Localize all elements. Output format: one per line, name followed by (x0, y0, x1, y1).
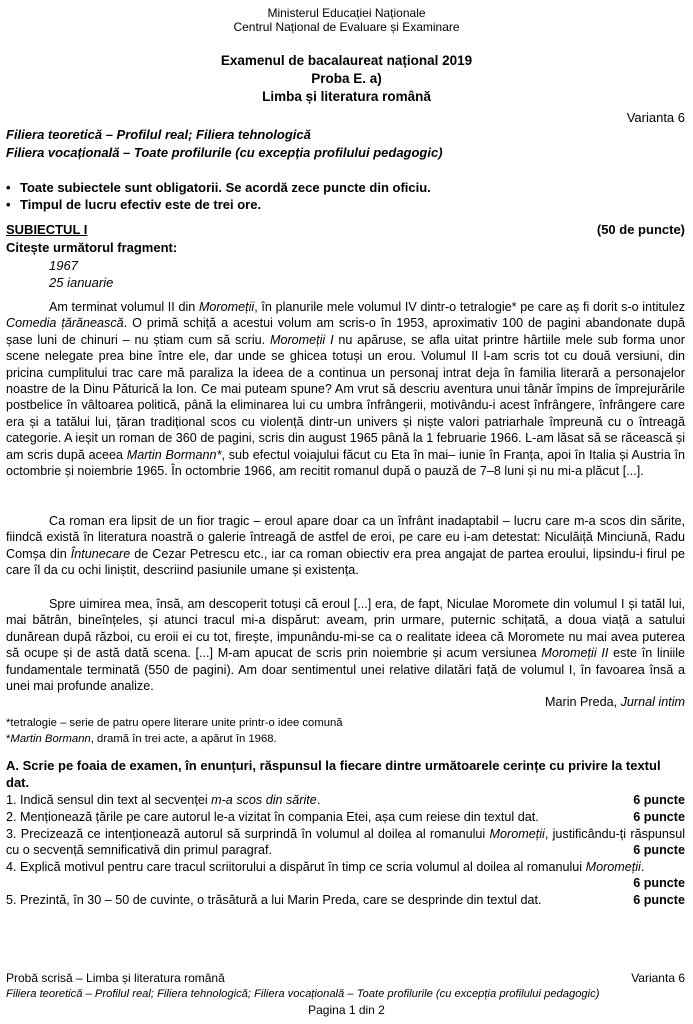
fragment-paragraph-3: Spre uimirea mea, însă, am descoperit totuși că eroul [...] era, de fapt, Niculae Moromete din volumul I și tatăl lui, mai bătrân, bineînțeles, și atunci tracul mi-a dispărut: aveam, prin urmare, puternic schițată, a doua viață a satului dunărean după război, cu eroii ei cu tot, firește, impunându-mi-se ca o realitate ideea că Moromete nu mai avea puterea să ocupe și de astă dată scena. [...] M-am apucat de scris prin noiembrie și acum versiunea Moromeții II este în liniile fundamentale terminată (550 de pagini). Am doar sentimentul unei relative dilatări față de volumul I, în favoarea însă a unei mai profunde analize. (6, 597, 685, 694)
variant-label: Varianta 6 (626, 110, 685, 125)
filiera-line-1: Filiera teoretică – Profilul real; Filiera tehnologică (6, 127, 311, 142)
exam-proba: Proba E. a) (311, 71, 382, 86)
question-points: 6 puncte (633, 893, 685, 907)
subject-instruction: Citește următorul fragment: (6, 240, 178, 255)
exam-subject: Limba și literatura română (262, 89, 431, 104)
fragment-year: 1967 (49, 258, 78, 273)
subject-points: (50 de puncte) (596, 222, 685, 237)
question-points: 6 puncte (633, 810, 685, 824)
page-number: Pagina 1 din 2 (308, 1003, 385, 1017)
question-1: 6 puncte 1. Indică sensul din text al secvenței m-a scos din sărite. (6, 793, 685, 807)
part-a-heading: A. Scrie pe foaia de examen, în enunțuri, răspunsul la fiecare dintre următoarele cerințe cu privire la textul dat. (6, 758, 661, 790)
fragment-paragraph-2: Ca roman era lipsit de un fior tragic – eroul apare doar ca un înfrânt inadaptabil – lucru care m-a scos din sărite, fiindcă există în literatura noastră o galerie întreagă de astfel de eroi, pe care eu i-am detestat: Niculăiță Minciună, Radu Comșa din Întunecare de Cezar Petrescu etc., iar ca roman obiectiv era prea angajat de partea eroului, lipsindu-i firul pe care îl da cu ochi liniștit, descriind pasiunile umane și existența. (6, 514, 685, 578)
rule-item: • Toate subiectele sunt obligatorii. Se acordă zece puncte din oficiu. (6, 180, 431, 195)
rule-item: • Timpul de lucru efectiv este de trei ore. (6, 197, 262, 212)
footnote-1: *tetralogie – serie de patru opere literare unite printr-o idee comună (6, 717, 343, 729)
question-points: 6 puncte (633, 876, 685, 891)
header-ministry: Ministerul Educației Naționale (267, 6, 426, 20)
fragment-paragraph-1: Am terminat volumul II din Moromeții, în planurile mele volumul IV dintr-o tetralogie* pe care aș fi dorit s-o intitulez Comedia țărănească. O primă schiță a acestui volum am scris-o în 1953, aproximativ 100 de pagini abandonate după șase luni de chinuri – nu știam cum să scriu. Moromeții I nu apăruse, se afla uitat printre hârtiile mele sub forma unor scene nelegate prea bine între ele, dar unde se ghicea totuși un erou. Volumul II l-am scris tot cu două versiuni, din pricina cumplitului trac care mă paraliza la ideea de a continua un personaj intrat deja în familia literară a personajelor noastre de la Dinu Păturică la Ion. Ce mai puteam spune? Am vrut să descriu aventura unui tânăr împins de împrejurările postbelice în vâltoarea politică, până la eliminarea lui cu umbra înfrângerii, motivându-i acest înfrângere, înfrângere care era și a tatălui lui, țăran tradițional scos cu violență dintr-un univers și niște valori patriarhale împreună cu o întreagă categorie. A ieșit un roman de 360 de pagini, scris din august 1965 până la 1 februarie 1966. L-am lăsat să se răcească și am scris după aceea Martin Bormann*, sub efectul voiajului făcut cu Eta în mai– iunie în Franța, apoi în Italia și Austria în octombrie și noiembrie 1965. În octombrie 1966, am recitit romanul după o pauză de 7–8 luni și nu mi-a plăcut [...]. (6, 300, 686, 479)
question-5: 6 puncte 5. Prezintă, în 30 – 50 de cuvinte, o trăsătură a lui Marin Preda, care se desprinde din textul dat. (6, 893, 685, 907)
question-2: 6 puncte 2. Menționează țările pe care autorul le-a vizitat în compania Etei, așa cum reiese din textul dat. (6, 810, 685, 824)
question-points: 6 puncte (633, 843, 685, 858)
header-center: Centrul Național de Evaluare și Examinare (233, 20, 460, 34)
bullet-icon: • (6, 197, 11, 212)
footer-filiera: Filiera teoretică – Profilul real; Filiera tehnologică; Filiera vocațională – Toate profilurile (cu excepția profilului pedagogic) (6, 988, 600, 1000)
question-4: 4. Explică motivul pentru care tracul scriitorului a dispărut în timp ce scria volumul al doilea al romanului Moromeții. 6 puncte (6, 860, 685, 891)
footer-variant: Varianta 6 (631, 971, 685, 985)
filiera-line-2: Filiera vocațională – Toate profilurile (cu excepția profilului pedagogic) (6, 145, 443, 160)
bullet-icon: • (6, 180, 11, 195)
footnote-2: *Martin Bormann, dramă în trei acte, a apărut în 1968. (6, 733, 277, 745)
exam-title: Examenul de bacalaureat național 2019 (220, 53, 473, 68)
question-points: 6 puncte (633, 793, 685, 807)
subject-name: SUBIECTUL I (6, 222, 88, 237)
fragment-date: 25 ianuarie (49, 275, 114, 290)
footer-left: Probă scrisă – Limba și literatura română (6, 971, 225, 985)
question-3: 3. Precizează ce intenționează autorul să surprindă în volumul al doilea al romanului Moromeții, justificându-ți răspunsul cu o secvență semnificativă din primul paragraf. 6 puncte (6, 827, 685, 858)
fragment-source: Marin Preda, Jurnal intim (545, 695, 685, 709)
